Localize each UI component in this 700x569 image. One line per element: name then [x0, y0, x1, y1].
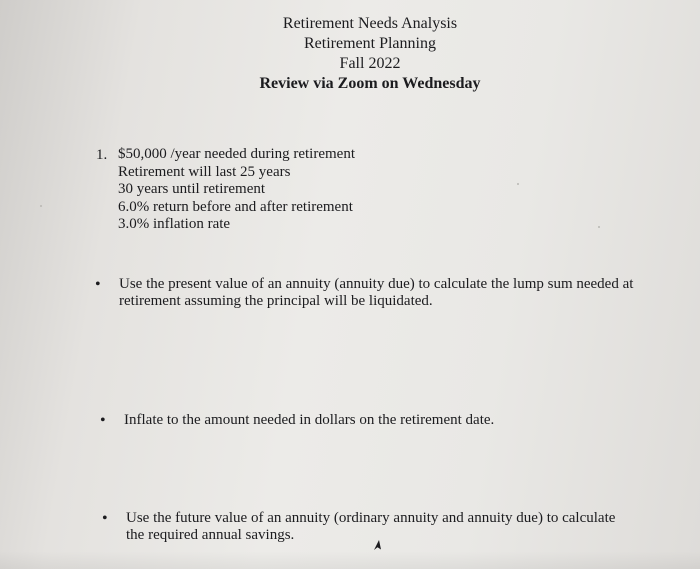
bullet-dot: • [100, 412, 106, 429]
bullet-text: Inflate to the amount needed in dollars on the retirement date. [124, 412, 495, 428]
problem-number: 1. [96, 147, 108, 163]
assumption-inflation-rate: 3.0% inflation rate [118, 216, 231, 232]
problem-assumptions [118, 146, 355, 234]
assumption-retirement-length: Retirement will last 25 years [118, 163, 291, 180]
header-course: Retirement Planning [304, 35, 436, 52]
header-review-note: Review via Zoom on Wednesday [259, 75, 481, 92]
bullet-text: Use the present value of an annuity (annuity due) to calculate the lump sum needed at retirement assuming the principal will be liquidated. [119, 276, 634, 309]
page-shadow [0, 551, 700, 569]
bullet-text: Use the future value of an annuity (ordinary annuity and annuity due) to calculate the required annual savings. [126, 510, 616, 543]
document-header [0, 14, 700, 94]
bullet-dot: • [102, 510, 108, 527]
assumption-return-rate: 6.0% return before and after retirement [118, 198, 353, 215]
header-term: Fall 2022 [339, 55, 401, 72]
paper-speck [40, 205, 42, 207]
paper-speck [598, 226, 600, 228]
paper-speck [517, 183, 519, 185]
header-title: Retirement Needs Analysis [282, 15, 458, 32]
mouse-pointer-icon [372, 539, 384, 551]
assumption-years-until-retirement: 30 years until retirement [118, 181, 266, 197]
bullet-dot: • [95, 276, 101, 293]
assumption-income-needed: $50,000 /year needed during retirement [118, 146, 355, 162]
